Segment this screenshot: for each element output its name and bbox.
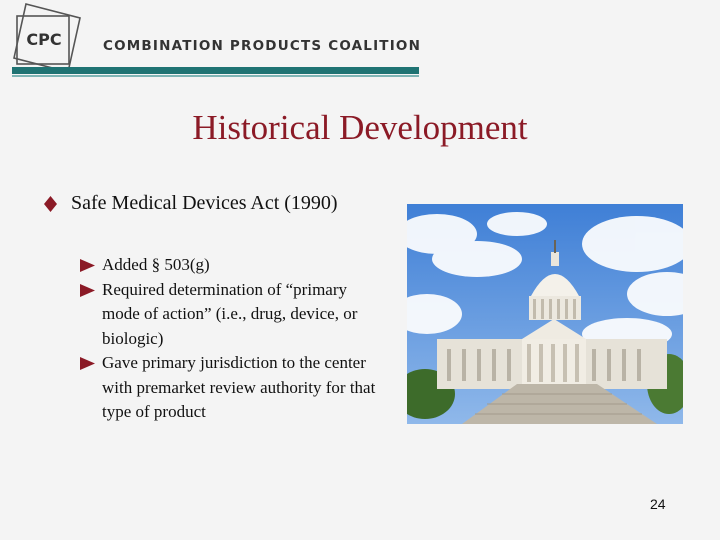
page-number: 24 [650, 496, 666, 512]
diamond-icon [44, 196, 57, 212]
header-divider-accent [12, 75, 419, 77]
sub-bullet-list [80, 253, 380, 425]
cpc-logo [10, 2, 82, 74]
arrow-right-icon [80, 284, 95, 297]
main-bullet-text: Safe Medical Devices Act (1990) [71, 192, 338, 214]
sub-bullet-item [80, 351, 380, 425]
brand-name: COMBINATION PRODUCTS COALITION [103, 38, 422, 54]
sub-bullet-text: Added § 503(g) [102, 255, 210, 274]
logo-abbrev: CPC [26, 30, 62, 49]
slide-title: Historical Development [192, 108, 528, 147]
sub-bullet-text: Required determination of “primary mode of action” (i.e., drug, device, or biologic) [102, 279, 358, 348]
arrow-right-icon [80, 259, 95, 272]
arrow-right-icon [80, 357, 95, 370]
sub-bullet-item [80, 253, 380, 278]
sub-bullet-text: Gave primary jurisdiction to the center with premarket review authority for that type of product [102, 353, 376, 421]
sub-bullet-item [80, 278, 380, 352]
capitol-building-photo [407, 204, 683, 424]
header-divider [12, 67, 419, 74]
